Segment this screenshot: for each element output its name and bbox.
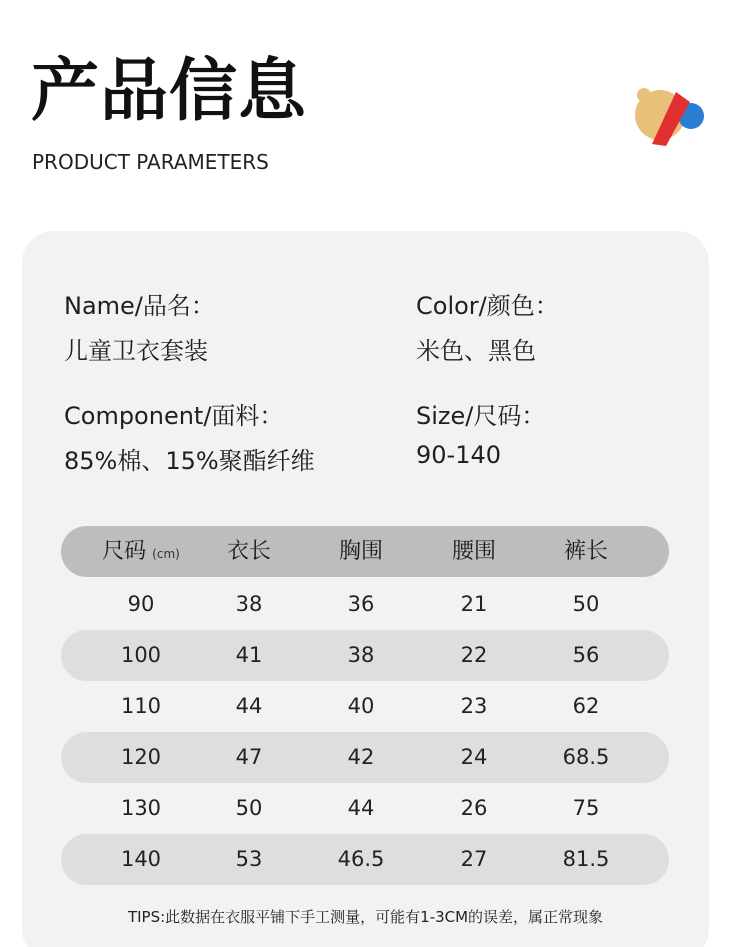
cell-size: 140	[120, 847, 162, 871]
cell-waist: 26	[460, 796, 488, 820]
cell-waist: 24	[460, 745, 488, 769]
size-table-header	[61, 526, 669, 577]
header-pants-length: 裤长	[563, 539, 608, 564]
cell-length: 53	[235, 847, 263, 871]
cell-size: 130	[120, 796, 162, 820]
cell-length: 44	[235, 694, 263, 718]
cell-chest: 42	[347, 745, 375, 769]
cell-waist: 27	[460, 847, 488, 871]
size-label: Size/尺码：	[416, 402, 546, 430]
cell-length: 41	[235, 643, 263, 667]
header-waist: 腰围	[451, 539, 496, 564]
page-title: 产品信息	[31, 52, 308, 131]
brand-logo-icon	[632, 86, 704, 148]
cell-pants-length: 68.5	[562, 745, 610, 769]
cell-pants-length: 75	[572, 796, 600, 820]
cell-length: 50	[235, 796, 263, 820]
cell-chest: 40	[347, 694, 375, 718]
header-size	[76, 526, 206, 577]
component-label: Component/面料：	[64, 402, 284, 430]
color-value: 米色、黑色	[416, 337, 536, 365]
header-chest: 胸围	[338, 539, 383, 564]
header-size-label: 尺码	[102, 539, 147, 564]
page-subtitle: PRODUCT PARAMETERS	[32, 150, 269, 174]
cell-pants-length: 56	[572, 643, 600, 667]
cell-chest: 38	[347, 643, 375, 667]
cell-chest: 44	[347, 796, 375, 820]
table-row	[61, 630, 669, 681]
cell-size: 110	[120, 694, 162, 718]
name-label: Name/品名：	[64, 292, 215, 320]
cell-length: 38	[235, 592, 263, 616]
cell-size: 90	[127, 592, 155, 616]
component-value: 85%棉、15%聚酯纤维	[64, 447, 315, 475]
table-row	[61, 579, 669, 630]
cell-waist: 23	[460, 694, 488, 718]
cell-length: 47	[235, 745, 263, 769]
cell-chest: 36	[347, 592, 375, 616]
size-value: 90-140	[416, 441, 502, 469]
cell-waist: 21	[460, 592, 488, 616]
cell-chest: 46.5	[337, 847, 385, 871]
cell-pants-length: 50	[572, 592, 600, 616]
table-row	[61, 732, 669, 783]
cell-size: 120	[120, 745, 162, 769]
cell-size: 100	[120, 643, 162, 667]
table-row	[61, 783, 669, 834]
cell-pants-length: 81.5	[562, 847, 610, 871]
cell-pants-length: 62	[572, 694, 600, 718]
header-size-unit: (cm)	[152, 547, 180, 561]
cell-waist: 22	[460, 643, 488, 667]
measurement-tips: TIPS:此数据在衣服平铺下手工测量，可能有1-3CM的误差，属正常现象	[127, 908, 604, 926]
table-row	[61, 834, 669, 885]
table-row	[61, 681, 669, 732]
name-value: 儿童卫衣套装	[64, 337, 208, 365]
header-length: 衣长	[226, 539, 271, 564]
color-label: Color/颜色：	[416, 292, 559, 320]
